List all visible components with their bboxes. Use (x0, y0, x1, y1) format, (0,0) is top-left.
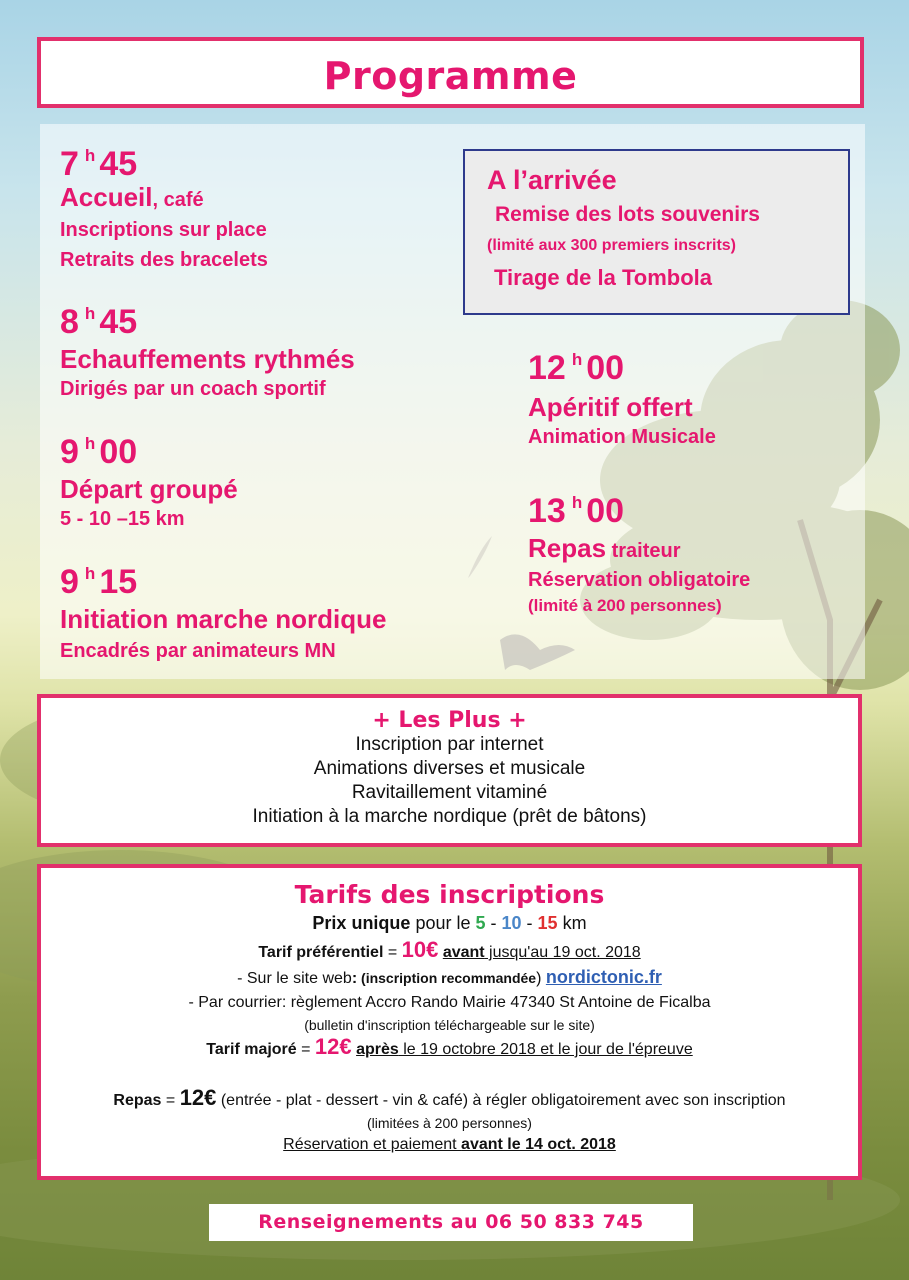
tarif-preferentiel: Tarif préférentiel = 10€ avant jusqu'au 19 oct. 2018 (258, 937, 641, 962)
plus-title: + Les Plus + (372, 708, 527, 733)
slot-time: 9 $^h$ 15 (60, 563, 138, 601)
schedule-item-0900 (60, 426, 238, 534)
slot-title: Echauffements rythmés (60, 344, 355, 374)
tarif-box (37, 864, 862, 1180)
website-link[interactable]: nordictonic.fr (545, 967, 662, 987)
tarif-prix-unique: Prix unique pour le 5 - 10 - 15 km (312, 913, 587, 933)
title-box (37, 37, 864, 108)
arrival-line: Tirage de la Tombola (494, 265, 713, 290)
slot-detail: Réservation obligatoire (528, 569, 751, 591)
schedule-item-0845 (60, 296, 355, 404)
tarif-web: - Sur le site web: (inscription recommandée) nordictonic.fr (237, 967, 662, 987)
tarif-majore: Tarif majoré = 12€ après le 19 octobre 2018 et le jour de l'épreuve (206, 1034, 693, 1059)
schedule-item-1300 (528, 485, 750, 618)
tarif-reservation: Réservation et paiement avant le 14 oct. 2018 (283, 1136, 616, 1153)
plus-box (37, 694, 862, 847)
tarif-title: Tarifs des inscriptions (294, 880, 605, 909)
slot-time: 8 $^h$ 45 (60, 303, 138, 341)
slot-detail: Inscriptions sur place (60, 219, 267, 241)
schedule-item-1200 (528, 342, 716, 452)
slot-time: 12 $^h$ 00 (528, 349, 625, 387)
tarif-repas-limit: (limitées à 200 personnes) (367, 1115, 532, 1131)
slot-title: Départ groupé (60, 474, 238, 504)
schedule-item-0745 (60, 138, 268, 275)
slot-detail: Dirigés par un coach sportif (60, 378, 326, 400)
plus-item: Animations diverses et musicale (313, 758, 586, 779)
page-title: Programme (323, 54, 578, 98)
tarif-repas: Repas = 12€ (entrée - plat - dessert - vin & café) à régler obligatoirement avec son inscription (113, 1085, 786, 1110)
contact-phone: Renseignements au 06 50 833 745 (258, 1211, 644, 1233)
arrival-line: Remise des lots souvenirs (495, 203, 760, 226)
slot-title: Apéritif offert (528, 392, 693, 422)
schedule-item-0915 (60, 556, 386, 666)
arrival-line: (limité aux 300 premiers inscrits) (487, 237, 736, 254)
slot-detail: 5 - 10 –15 km (60, 508, 185, 530)
slot-detail: (limité à 200 personnes) (528, 596, 722, 615)
arrival-title: A l’arrivée (487, 165, 617, 195)
tarif-bulletin: (bulletin d'inscription téléchargeable sur le site) (304, 1017, 595, 1033)
slot-time: 7 $^h$ 45 (60, 145, 138, 183)
contact-box (209, 1204, 693, 1241)
plus-item: Ravitaillement vitaminé (351, 782, 548, 803)
tarif-courrier: - Par courrier: règlement Accro Rando Mairie 47340 St Antoine de Ficalba (188, 994, 711, 1011)
slot-title: Repas traiteur (528, 533, 681, 563)
slot-title: Initiation marche nordique (60, 604, 387, 634)
slot-detail: Encadrés par animateurs MN (60, 640, 336, 662)
plus-item: Inscription par internet (355, 734, 544, 755)
plus-item: Initiation à la marche nordique (prêt de bâtons) (252, 806, 647, 827)
slot-detail: Animation Musicale (528, 426, 716, 448)
arrival-box (463, 149, 850, 315)
slot-detail: Retraits des bracelets (60, 249, 268, 271)
slot-time: 9 $^h$ 00 (60, 433, 138, 471)
slot-time: 13 $^h$ 00 (528, 492, 625, 530)
slot-title: Accueil, café (60, 182, 204, 212)
